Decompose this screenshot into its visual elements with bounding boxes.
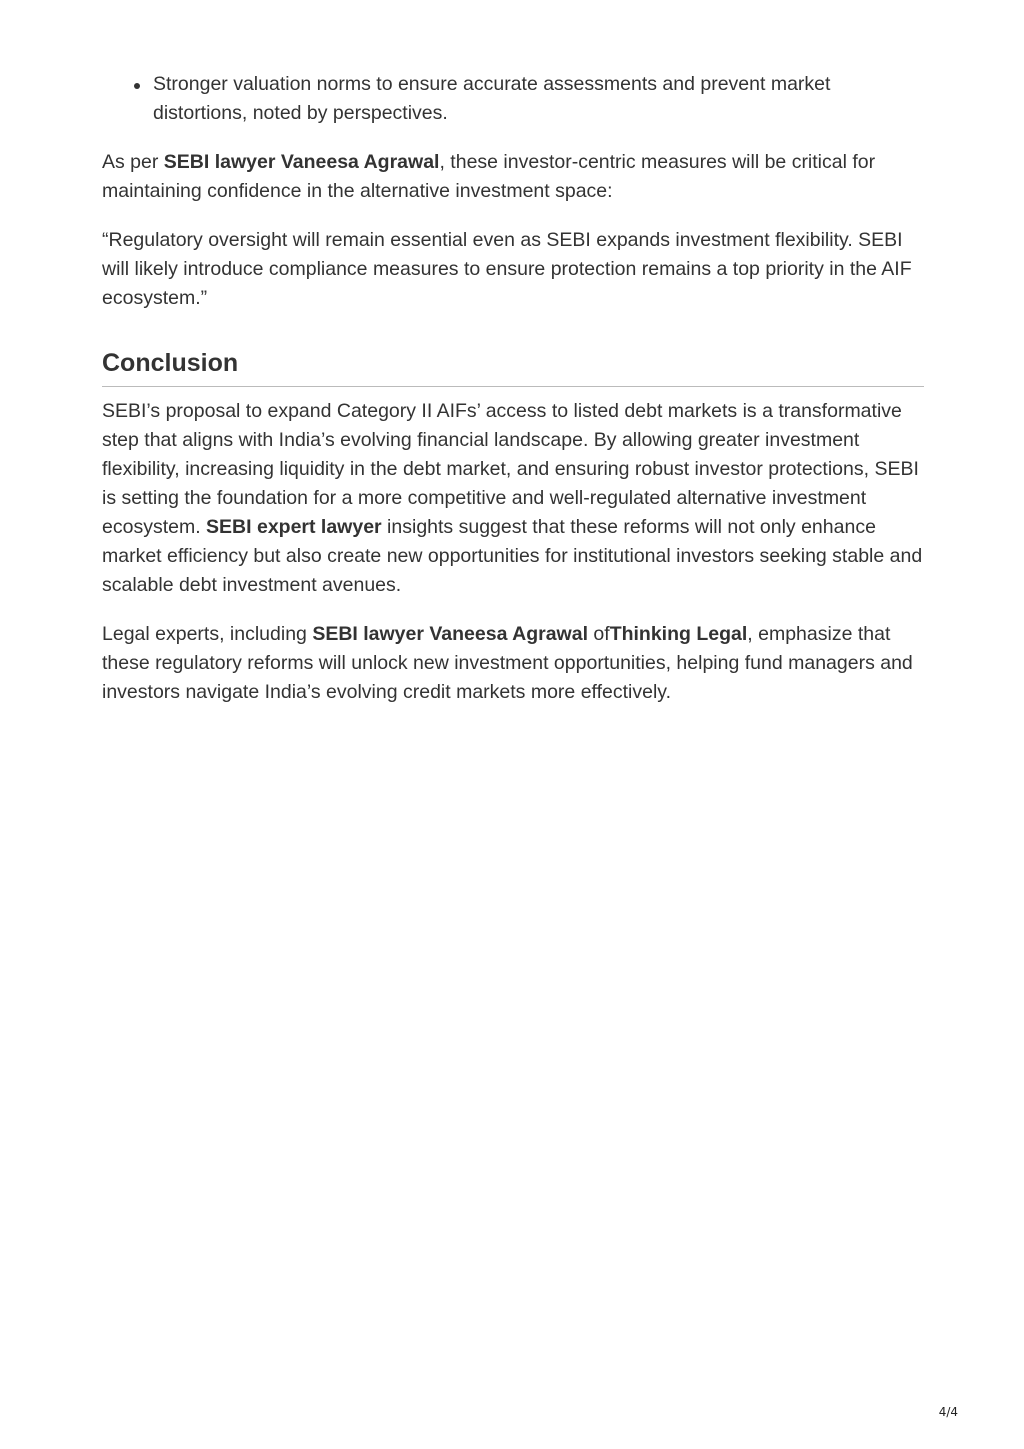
conclusion-p2-bold2: Thinking Legal (609, 623, 748, 645)
conclusion-p1-text1: SEBI’s proposal to expand Category II AIFs’ access to listed debt markets is a transformative step that aligns with India’s evolving financial landscape. By allowing greater investment flexibility, increasing liquidity in the debt market, and ensuring robust investor protections, SEBI is setting the foundation for a more competitive and well-regulated alternative investment ecosystem. (102, 400, 919, 538)
conclusion-p2-text1: Legal experts, including (102, 623, 313, 645)
bullet-item: Stronger valuation norms to ensure accurate assessments and prevent market distortions, noted by perspectives. (153, 70, 924, 128)
conclusion-p1-bold: SEBI expert lawyer (206, 516, 382, 538)
conclusion-paragraph-2 (102, 620, 924, 707)
para1-prefix: As per (102, 151, 164, 173)
conclusion-p2-text2: of (588, 623, 610, 645)
bullet-list (102, 70, 924, 128)
para1-suffix: , these investor-centric measures will be critical for maintaining confidence in the alternative investment space: (102, 151, 876, 202)
para1-bold-name: SEBI lawyer Vaneesa Agrawal (163, 151, 440, 173)
conclusion-p2-text3: , emphasize that these regulatory reforms will unlock new investment opportunities, helping fund managers and investors navigate India’s evolving credit markets more effectively. (102, 623, 913, 703)
section-heading-conclusion: Conclusion (102, 346, 924, 387)
conclusion-paragraph-1 (102, 397, 924, 600)
document-body (102, 70, 924, 707)
conclusion-p1-text2: insights suggest that these reforms will not only enhance market efficiency but also create new opportunities for institutional investors seeking stable and scalable debt investment avenues. (102, 516, 923, 596)
page-number: 4/4 (938, 1405, 958, 1419)
quote-paragraph: “Regulatory oversight will remain essential even as SEBI expands investment flexibility. SEBI will likely introduce compliance measures to ensure protection remains a top priority in the AIF ecosystem.” (102, 229, 912, 309)
conclusion-p2-bold1: SEBI lawyer Vaneesa Agrawal (312, 623, 588, 645)
paragraph-investor-measures (102, 148, 924, 206)
